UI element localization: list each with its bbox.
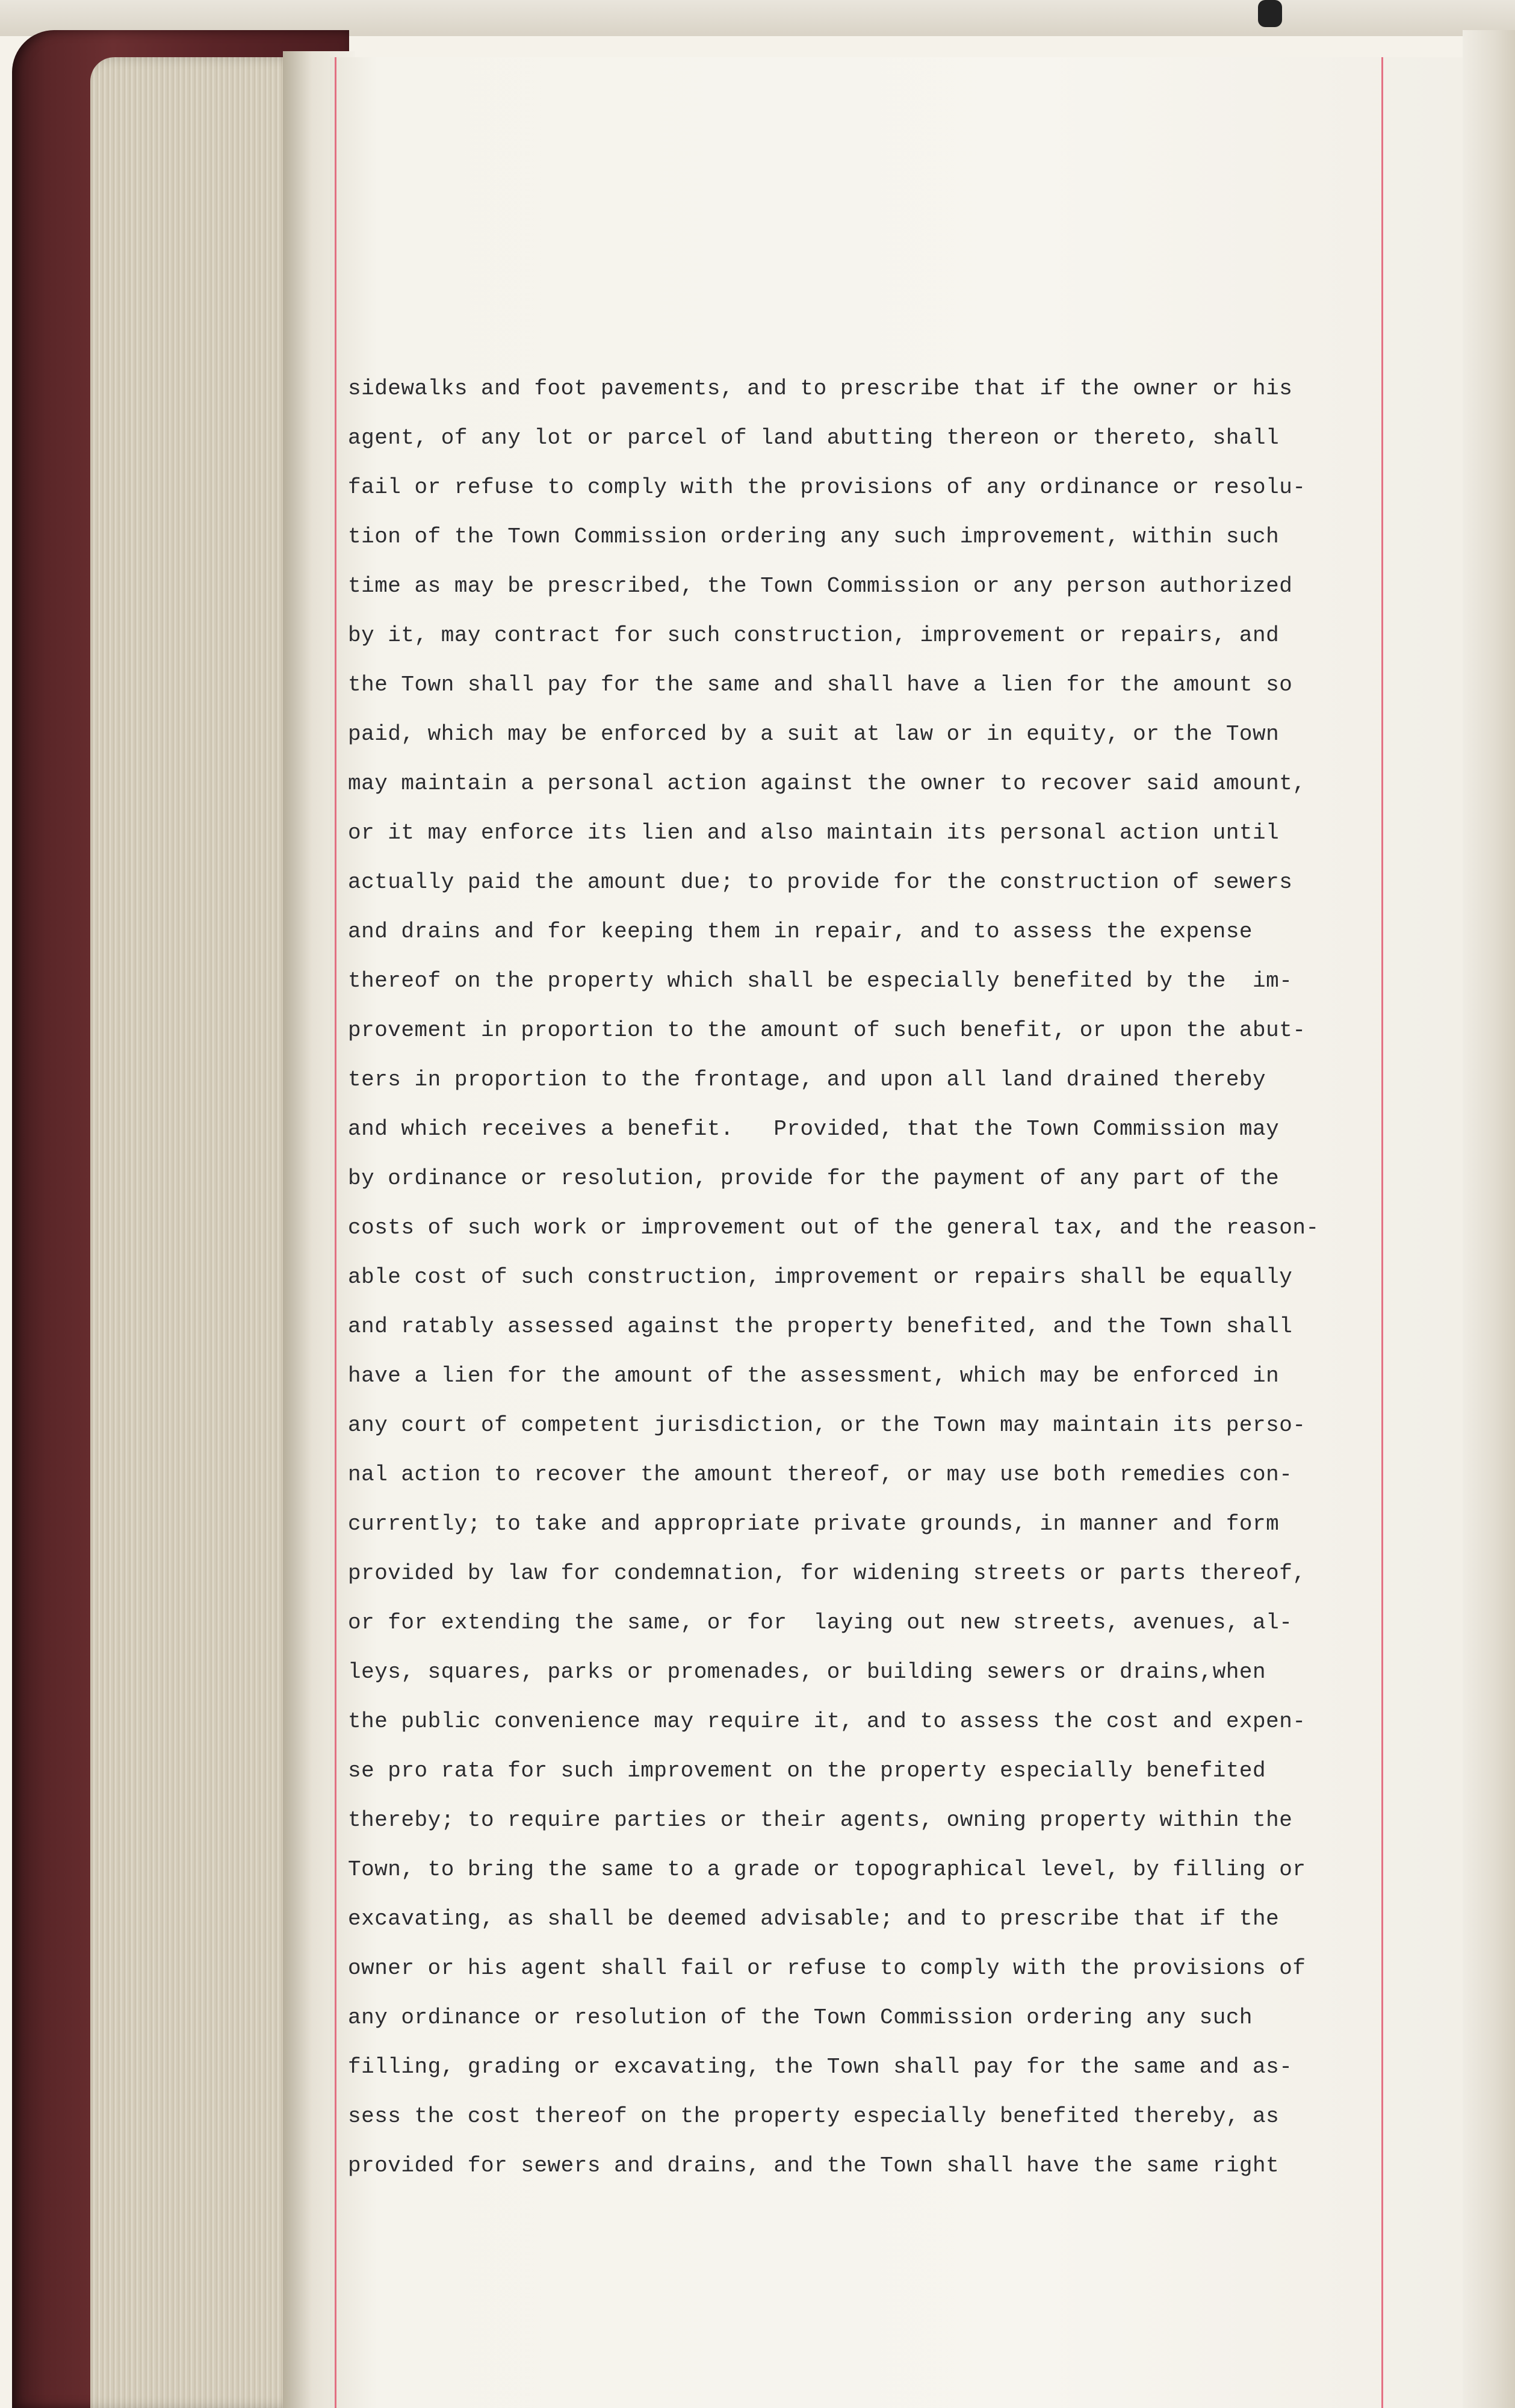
text-line: fail or refuse to comply with the provisions of any ordinance or resolu- xyxy=(348,475,1306,500)
typewritten-text xyxy=(348,364,1383,2191)
text-line: leys, squares, parks or promenades, or building sewers or drains,when xyxy=(348,1660,1266,1684)
text-line: by it, may contract for such construction, improvement or repairs, and xyxy=(348,623,1280,648)
text-line: any court of competent jurisdiction, or the Town may maintain its perso- xyxy=(348,1413,1306,1438)
text-line: time as may be prescribed, the Town Commission or any person authorized xyxy=(348,574,1293,598)
text-line: the public convenience may require it, and to assess the cost and expen- xyxy=(348,1709,1306,1734)
text-line: able cost of such construction, improvement or repairs shall be equally xyxy=(348,1265,1293,1289)
text-line: owner or his agent shall fail or refuse to comply with the provisions of xyxy=(348,1956,1306,1981)
left-margin-rule xyxy=(335,57,336,2408)
text-line: or for extending the same, or for laying out new streets, avenues, al- xyxy=(348,1610,1293,1635)
text-line: agent, of any lot or parcel of land abutting thereon or thereto, shall xyxy=(348,426,1280,450)
text-line: provement in proportion to the amount of such benefit, or upon the abut- xyxy=(348,1018,1306,1043)
text-line: and ratably assessed against the property benefited, and the Town shall xyxy=(348,1314,1293,1339)
text-line: provided by law for condemnation, for widening streets or parts thereof, xyxy=(348,1561,1306,1586)
text-line: thereby; to require parties or their agents, owning property within the xyxy=(348,1808,1293,1832)
text-line: by ordinance or resolution, provide for the payment of any part of the xyxy=(348,1166,1280,1191)
text-line: actually paid the amount due; to provide for the construction of sewers xyxy=(348,870,1293,895)
text-line: or it may enforce its lien and also maintain its personal action until xyxy=(348,821,1280,845)
text-line: se pro rata for such improvement on the property especially benefited xyxy=(348,1758,1266,1783)
text-line: sess the cost thereof on the property especially benefited thereby, as xyxy=(348,2104,1280,2129)
text-line: the Town shall pay for the same and shall have a lien for the amount so xyxy=(348,672,1293,697)
text-line: thereof on the property which shall be especially benefited by the im- xyxy=(348,969,1293,993)
text-line: any ordinance or resolution of the Town Commission ordering any such xyxy=(348,2005,1253,2030)
text-line: provided for sewers and drains, and the Town shall have the same right xyxy=(348,2153,1280,2178)
text-line: excavating, as shall be deemed advisable; and to prescribe that if the xyxy=(348,1907,1280,1931)
text-line: paid, which may be enforced by a suit at law or in equity, or the Town xyxy=(348,722,1280,746)
text-line: and which receives a benefit. Provided, that the Town Commission may xyxy=(348,1117,1280,1141)
text-line: costs of such work or improvement out of the general tax, and the reason- xyxy=(348,1215,1319,1240)
text-line: Town, to bring the same to a grade or topographical level, by filling or xyxy=(348,1857,1306,1882)
text-line: and drains and for keeping them in repair, and to assess the expense xyxy=(348,919,1253,944)
text-line: may maintain a personal action against the owner to recover said amount, xyxy=(348,771,1306,796)
text-line: currently; to take and appropriate private grounds, in manner and form xyxy=(348,1512,1280,1536)
text-line: tion of the Town Commission ordering any such improvement, within such xyxy=(348,524,1280,549)
right-page-edge xyxy=(1463,30,1515,2408)
text-line: have a lien for the amount of the assessment, which may be enforced in xyxy=(348,1364,1280,1388)
text-line: ters in proportion to the frontage, and upon all land drained thereby xyxy=(348,1067,1266,1092)
book-clasp xyxy=(1258,0,1282,27)
text-line: filling, grading or excavating, the Town shall pay for the same and as- xyxy=(348,2055,1293,2079)
text-line: nal action to recover the amount thereof, or may use both remedies con- xyxy=(348,1462,1293,1487)
text-line: sidewalks and foot pavements, and to prescribe that if the owner or his xyxy=(348,376,1293,401)
